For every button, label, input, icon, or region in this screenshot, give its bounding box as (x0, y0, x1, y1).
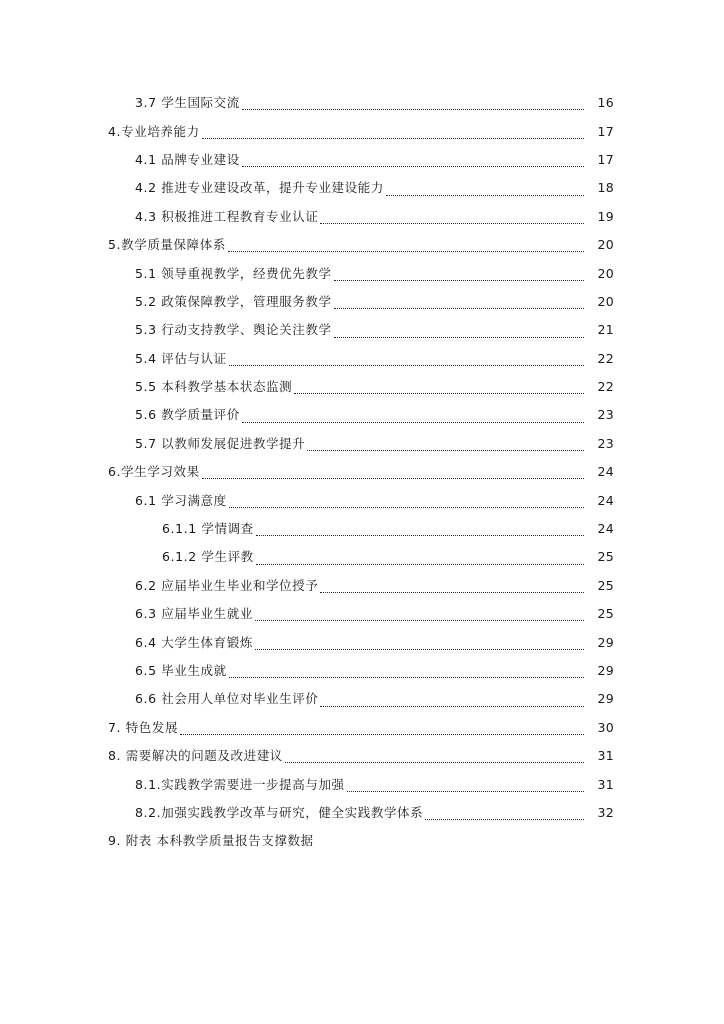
toc-entry-title: 5.3 行动支持教学、舆论关注教学 (135, 322, 332, 338)
toc-page-number: 31 (597, 776, 614, 792)
toc-entry-title: 5.5 本科教学基本状态监测 (135, 379, 293, 395)
toc-dot-leader (334, 279, 584, 281)
toc-page-number: 20 (597, 265, 614, 281)
toc-entry-title: 5.7 以教师发展促进教学提升 (135, 435, 306, 451)
toc-page-number: 23 (597, 407, 614, 423)
toc-dot-leader (386, 194, 584, 196)
toc-dot-leader (255, 648, 584, 650)
toc-entry-title: 6.1 学习满意度 (135, 492, 227, 508)
toc-entry[interactable] (0, 89, 724, 117)
toc-dot-leader (228, 250, 584, 252)
toc-entry[interactable] (0, 259, 724, 287)
toc-dot-leader (242, 165, 584, 167)
toc-entry-title: 6.1.2 学生评教 (162, 549, 254, 565)
toc-entry-title: 6.5 毕业生成就 (135, 663, 227, 678)
toc-page-number: 25 (597, 577, 614, 593)
toc-dot-leader (425, 818, 584, 820)
toc-entry[interactable] (0, 572, 724, 600)
toc-entry[interactable] (0, 770, 724, 798)
toc-entry-title: 5.1 领导重视教学，经费优先教学 (135, 265, 332, 281)
toc-page-number: 24 (597, 492, 614, 508)
toc-entry-title: 4.专业培养能力 (108, 123, 200, 139)
toc-dot-leader (242, 108, 584, 110)
toc-entry[interactable] (0, 117, 724, 145)
toc-entry-title: 5.6 教学质量评价 (135, 407, 240, 423)
toc-entry[interactable] (0, 430, 724, 458)
toc-entry[interactable] (0, 401, 724, 429)
toc-entry[interactable] (0, 203, 724, 231)
table-of-contents (0, 89, 724, 856)
toc-entry-title: 4.3 积极推进工程教育专业认证 (135, 208, 319, 224)
toc-entry[interactable] (0, 373, 724, 401)
toc-dot-leader (229, 364, 584, 366)
toc-dot-leader (229, 676, 584, 678)
toc-dot-leader (242, 421, 584, 423)
toc-dot-leader (334, 307, 584, 309)
toc-page-number: 17 (597, 123, 614, 139)
toc-dot-leader (347, 790, 584, 792)
toc-page-number: 23 (597, 435, 614, 451)
toc-page-number: 25 (597, 549, 614, 565)
toc-dot-leader (294, 392, 584, 394)
toc-entry[interactable] (0, 600, 724, 628)
toc-page-number: 29 (597, 663, 614, 678)
toc-dot-leader (229, 506, 584, 508)
toc-page-number: 25 (597, 606, 614, 622)
toc-entry[interactable] (0, 628, 724, 656)
toc-page-number: 16 (597, 95, 614, 111)
toc-entry[interactable] (0, 714, 724, 742)
toc-dot-leader (256, 563, 584, 565)
toc-page-number: 29 (597, 634, 614, 650)
toc-entry[interactable] (0, 345, 724, 373)
toc-dot-leader (202, 137, 584, 139)
toc-entry-title: 9. 附表 本科教学质量报告支撑数据 (108, 833, 314, 849)
toc-page-number: 32 (597, 804, 614, 820)
toc-entry[interactable] (0, 316, 724, 344)
toc-page-number: 24 (597, 464, 614, 480)
toc-entry-title: 8.1.实践教学需要进一步提高与加强 (135, 776, 345, 792)
toc-dot-leader (307, 449, 584, 451)
toc-entry-title: 6.6 社会用人单位对毕业生评价 (135, 691, 319, 707)
toc-page-number: 20 (597, 293, 614, 309)
toc-entry[interactable] (0, 799, 724, 827)
toc-entry-title: 8. 需要解决的问题及改进建议 (108, 748, 283, 764)
toc-entry-title: 5.4 评估与认证 (135, 350, 227, 366)
toc-entry-title: 7. 特色发展 (108, 719, 179, 735)
toc-entry-title: 5.2 政策保障教学，管理服务教学 (135, 293, 332, 309)
toc-entry[interactable] (0, 174, 724, 202)
toc-entry-title: 4.2 推进专业建设改革，提升专业建设能力 (135, 180, 384, 196)
toc-page-number: 31 (597, 748, 614, 764)
toc-dot-leader (320, 705, 584, 707)
toc-entry-title: 4.1 品牌专业建设 (135, 151, 240, 167)
toc-dot-leader (320, 591, 584, 593)
toc-entry[interactable] (0, 146, 724, 174)
toc-page-number: 22 (597, 379, 614, 395)
toc-entry[interactable] (0, 288, 724, 316)
toc-dot-leader (202, 477, 584, 479)
toc-page-number: 24 (597, 521, 614, 537)
toc-entry[interactable] (0, 742, 724, 770)
toc-entry[interactable] (0, 657, 724, 685)
toc-page-number: 20 (597, 237, 614, 253)
toc-page-number: 22 (597, 350, 614, 366)
toc-page-number: 30 (597, 719, 614, 735)
toc-entry-title: 5.教学质量保障体系 (108, 237, 226, 253)
toc-entry[interactable] (0, 231, 724, 259)
toc-page-number: 18 (597, 180, 614, 196)
toc-page-number: 29 (597, 691, 614, 707)
toc-entry-title: 3.7 学生国际交流 (135, 95, 240, 111)
toc-dot-leader (285, 761, 584, 763)
toc-entry-title: 8.2.加强实践教学改革与研究，健全实践教学体系 (135, 804, 424, 820)
toc-dot-leader (180, 733, 584, 735)
toc-entry[interactable] (0, 685, 724, 713)
toc-dot-leader (255, 619, 584, 621)
toc-entry[interactable] (0, 543, 724, 571)
toc-entry[interactable] (0, 458, 724, 486)
toc-entry[interactable] (0, 515, 724, 543)
toc-page-number: 21 (597, 322, 614, 338)
toc-entry[interactable] (0, 486, 724, 514)
toc-page-number: 19 (597, 208, 614, 224)
toc-entry-title: 6.2 应届毕业生毕业和学位授予 (135, 577, 319, 593)
toc-entry-title: 6.3 应届毕业生就业 (135, 606, 253, 622)
toc-dot-leader (256, 534, 584, 536)
toc-dot-leader (320, 222, 584, 224)
toc-entry-title: 6.4 大学生体育锻炼 (135, 634, 253, 650)
toc-entry-title: 6.1.1 学情调查 (162, 521, 254, 537)
toc-dot-leader (334, 336, 584, 338)
toc-page-number: 17 (597, 151, 614, 167)
toc-entry[interactable] (0, 827, 724, 855)
toc-entry-title: 6.学生学习效果 (108, 464, 200, 480)
